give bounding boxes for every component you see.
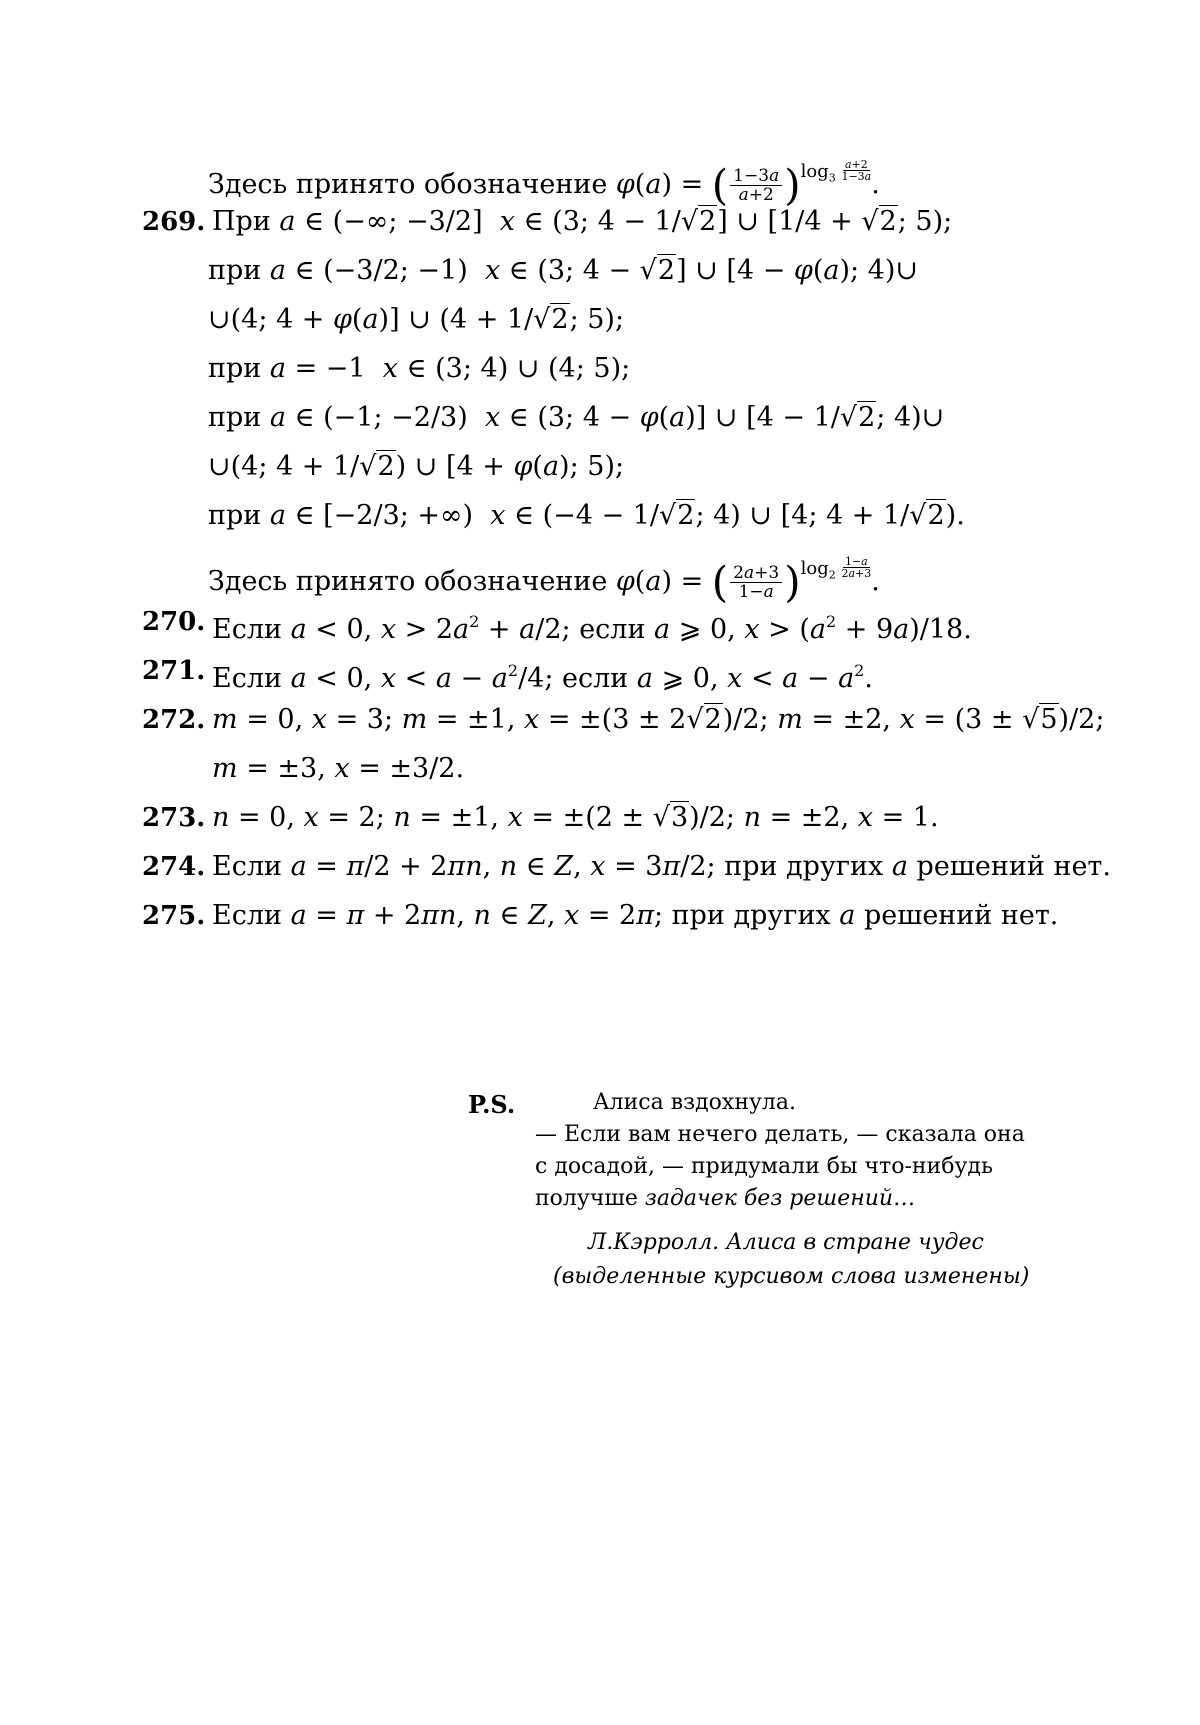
notation-intro-text: Здесь принято обозначение <box>208 169 608 200</box>
ps-citation-2: (выделенные курсивом слова изменены) <box>553 1264 1030 1289</box>
problem-275-text: Если a = π + 2πn, n ∈ Z, x = 2π; при других a решений нет. <box>212 900 1059 931</box>
problem-275-number: 275. <box>142 901 206 931</box>
word-pri: при <box>208 500 262 531</box>
problem-271-text: Если a < 0, $x < a - a^2/4$; если a ⩾ 0, $x < a - a^2$. <box>212 661 873 694</box>
ps-line-4-plain: получше <box>535 1186 638 1211</box>
problem-272-line-1: m = 0, x = 3; m = ±1, x = ±(3 ± 2√2)/2; m = ±2, x = (3 ± √5)/2; <box>212 704 1105 735</box>
word-pri: при <box>208 353 262 384</box>
ps-label: P.S. <box>468 1090 516 1119</box>
problem-270-text: Если a < 0, $x > 2a^2 + a/2$; если a ⩾ 0, $x > (a^2 + 9a)/18$. <box>212 612 972 645</box>
ps-line-4 <box>535 1184 915 1214</box>
problem-273-number: 273. <box>142 803 206 833</box>
ps-citation-1: Л.Кэрролл. Алиса в стране чудес <box>588 1230 984 1255</box>
problem-269-line-3: ∪(4; 4 + φ(a)] ∪ (4 + 1/√2; 5); <box>208 304 625 335</box>
problem-270-number: 270. <box>142 607 206 637</box>
word-pri: при <box>208 402 262 433</box>
problem-274-number: 274. <box>142 852 206 882</box>
problem-272-line-2: m = ±3, x = ±3/2. <box>212 753 465 784</box>
ps-line-4-italic: задачек без решений… <box>644 1186 916 1211</box>
problem-269-number: 269. <box>142 207 206 237</box>
problem-271-number: 271. <box>142 656 206 686</box>
problem-269-line-2: при a ∈ (−3/2; −1) x ∈ (3; 4 − √2] ∪ [4 − φ(a); 4)∪ <box>208 255 919 286</box>
notation-line-269: Здесь принято обозначение φ(a) = ( $\frac{2a+3}{1-a}$ )$^{log_2 \frac{1-a}{2a+3}}$ . <box>208 555 880 607</box>
ps-line-3: с досадой, — придумали бы что-нибудь <box>535 1154 993 1179</box>
problem-272-number: 272. <box>142 705 206 735</box>
problem-269-line-6: ∪(4; 4 + 1/√2) ∪ [4 + φ(a); 5); <box>208 451 625 482</box>
problem-273-text: n = 0, x = 2; n = ±1, x = ±(2 ± √3)/2; n = ±2, x = 1. <box>212 802 939 833</box>
ps-line-1: Алиса вздохнула. <box>593 1090 797 1115</box>
ps-line-2: — Если вам нечего делать, — сказала она <box>535 1122 1025 1147</box>
word-pri: При <box>212 206 271 237</box>
problem-274-text: Если a = π/2 + 2πn, n ∈ Z, x = 3π/2; при других a решений нет. <box>212 851 1111 882</box>
problem-269-line-7: при a ∈ [−2/3; +∞) x ∈ (−4 − 1/√2; 4) ∪ [4; 4 + 1/√2). <box>208 500 965 531</box>
problem-269-line-1: При a ∈ (−∞; −3/2] x ∈ (3; 4 − 1/√2] ∪ [1/4 + √2; 5); <box>212 206 953 237</box>
problem-269-line-4: при a = −1 x ∈ (3; 4) ∪ (4; 5); <box>208 353 631 384</box>
word-pri: при <box>208 255 262 286</box>
problem-269-line-5: при a ∈ (−1; −2/3) x ∈ (3; 4 − φ(a)] ∪ [4 − 1/√2; 4)∪ <box>208 402 945 433</box>
notation-line-top: Здесь принято обозначение φ(a) = ( $\frac{1-3a}{a+2}$ )$^{log_3 \frac{a+2}{1-3a}}$ . <box>208 158 880 210</box>
notation-intro-text: Здесь принято обозначение <box>208 566 608 597</box>
